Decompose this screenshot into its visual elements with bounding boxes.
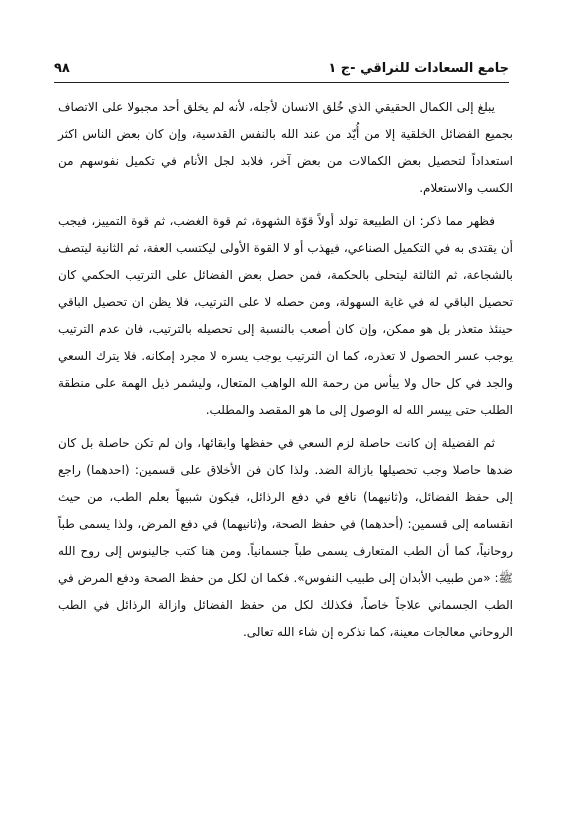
page-number: ٩٨ bbox=[54, 61, 70, 76]
body-text bbox=[58, 94, 513, 646]
page-header bbox=[54, 60, 509, 82]
running-title: جامع السعادات للنراقي -ج ١ bbox=[328, 61, 509, 76]
paragraph-1: يبلغ إلى الكمال الحقيقي الذي خُلق الانسان لأجله، لأنه لم يخلق أحد مجبولا على الاتصاف بجميع الفضائل الخلقية إلا من أُيّد من عند الله بالنفس القدسية، وإن كان بعض الناس اكثر استعداداً لتحصيل بعض الكمالات من بعض آخر، فلابد لجل الأنام في تكميل نفوسهم من الكسب والاستعلام. bbox=[58, 100, 513, 195]
paragraph-2: فظهر مما ذكر: ان الطبيعة تولد أولاً قوّة الشهوة، ثم قوة الغضب، ثم قوة التمييز، فيجب أن يقتدى به في التكميل الصناعي، فيهذب أو لا القوة الأولى ليكتسب العفة، ثم الثانية ليتصف بالشجاعة، ثم الثالثة ليتحلى بالحكمة، فمن حصل بعض الفضائل على الترتيب الحكمي كان تحصيل الباقي له في غاية السهولة، ومن حصله لا على الترتيب، فلا يظن ان تحصيل الباقي حينئذ متعذر بل هو ممكن، وإن كان أصعب بالنسبة إلى تحصيله بالترتيب، فان عدم الترتيب يوجب عسر الحصول لا تعذره، كما ان الترتيب يوجب يسره لا مجرد إمكانه. فلا يترك السعي والجد في كل حال ولا ييأس من رحمة الله الواهب المتعال، وليشمر ذيل الهمة على منطقة الطلب حتى ييسر الله له الوصول إلى ما هو المقصد والمطلب. bbox=[58, 214, 513, 417]
header-rule bbox=[54, 82, 509, 83]
paragraph-3: ثم الفضيلة إن كانت حاصلة لزم السعي في حفظها وابقائها، وان لم تكن حاصلة بل كان ضدها حاصلا وجب تحصيلها بازالة الضد. ولذا كان فن الأخلاق على قسمين: (احدهما) راجع إلى حفظ الفضائل، و(ثانيهما) نافع في دفع الرذائل، فيكون شبيهاً بعلم الطب، من حيث انقسامه إلى قسمين: (أحدهما) في حفظ الصحة، و(ثانيهما) في دفع المرض، ولذا يسمى طباً روحانياً، كما أن الطب المتعارف يسمى طباً جسمانياً. ومن هنا كتب جالينوس إلى روح الله ﷺ: «من طبيب الأبدان إلى طبيب النفوس». فكما ان لكل من حفظ الصحة ودفع المرض في الطب الجسماني علاجاً خاصاً، فكذلك لكل من حفظ الفضائل وازالة الرذائل في الطب الروحاني معالجات معينة، كما نذكره إن شاء الله تعالى. bbox=[58, 436, 513, 639]
